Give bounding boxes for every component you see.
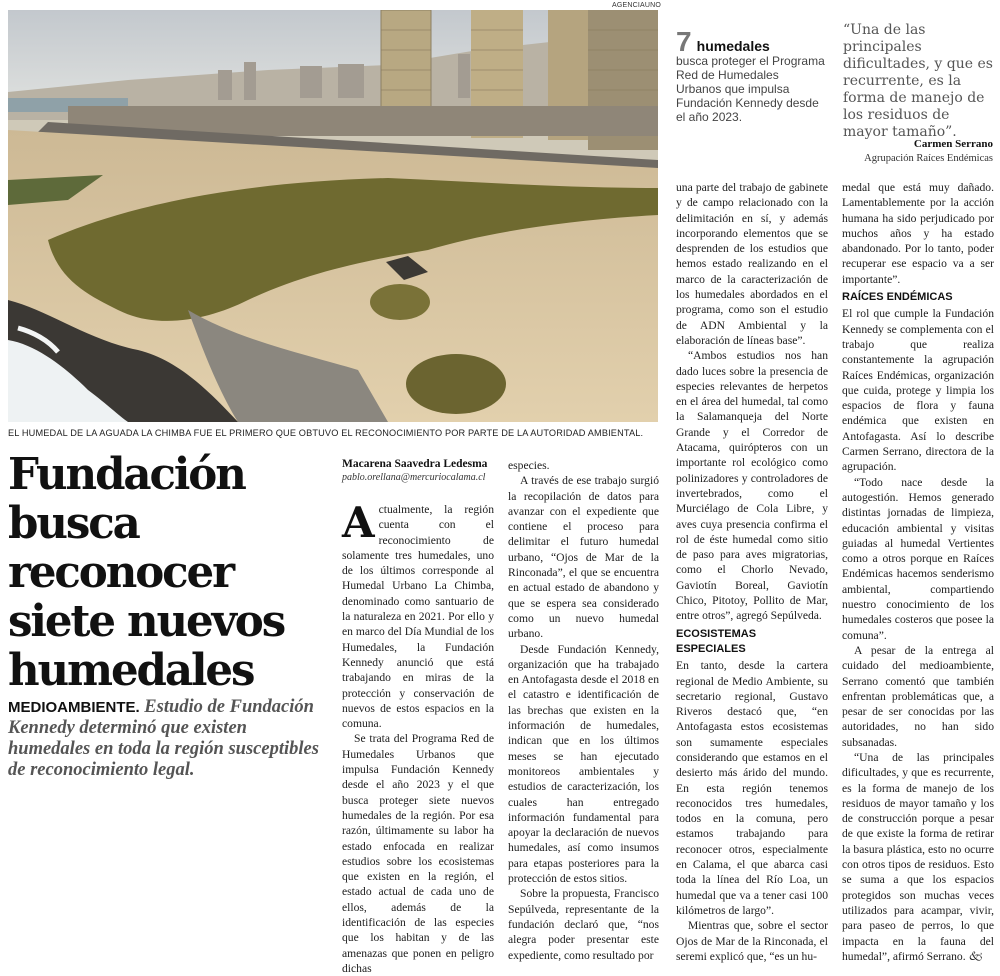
stat-number: 7 <box>676 26 692 57</box>
stat-text: busca proteger el Programa Red de Humedales Urbanos que impulsa Fundación Kennedy desde el año 2023. <box>676 54 825 124</box>
paragraph: A través de ese trabajo surgió la recopilación de datos para avanzar con el expediente que contiene el proceso para delimitar el futuro humedal urbano, “Ojos de Mar de la Rinconada”, el que se encuentra en actual estado de abandono y que se espera sea considerado como un nuevo humedal urbano. <box>508 474 659 641</box>
paragraph: El rol que cumple la Fundación Kennedy se complementa con el trabajo que realiza constantemente la agrupación Raíces Endémicas, organización que cuida, protege y limpia los espacios de flora y fauna endémica que existen en Antofagasta. Así lo describe Carmen Serrano, directora de la agrupación. <box>842 307 994 474</box>
paragraph: “Una de las principales dificultades, y que es recurrente, es la forma de manejo de los residuos de mayor tamaño y los de construcción porque a pesar de que existe la forma de retirar la basura plástica, esto no ocurre con otros tipos de residuos. Esto se suma a que los espacios protegidos son muchas veces utilizados para acampar, vivir, para paseo de perros, lo que impacta en la fauna del humedal”, afirmó Serrano. 🙵 <box>842 750 994 963</box>
quote-author: Carmen Serrano <box>913 138 993 150</box>
deck <box>8 697 326 781</box>
paragraph: Sobre la propuesta, Francisco Sepúlveda, representante de la fundación declaró que, “nos alegra poder presentar este expediente, como resultado por <box>508 887 659 962</box>
drop-cap: A <box>342 498 375 547</box>
section-heading-raices: RAÍCES ENDÉMICAS <box>842 291 953 304</box>
deck-kicker: MEDIOAMBIENTE. <box>8 699 140 716</box>
stat-label: humedales <box>696 38 770 54</box>
pull-quote: “Una de las principales dificultades, y que es recurrente, es la forma de manejo de los residuos de mayor tamaño”. <box>843 22 993 140</box>
deck-text: Estudio de Fundación Kennedy determinó que existen humedales en toda la región susceptibles de reconocimiento legal. <box>8 697 319 780</box>
byline <box>342 458 502 483</box>
paragraph: una parte del trabajo de gabinete y de campo relacionado con la delimitación en sí, y además incorporando elementos que se desprenden de los estudios que hemos estado realizando en el marco de la caracterización de los humedales abordados en el programa, como son el estudio de ADN Ambiental y la elaboración de líneas base”. <box>676 181 828 347</box>
article-photo <box>8 10 658 422</box>
coastal-wetland-image <box>8 10 658 422</box>
stat-box <box>676 26 826 124</box>
article-column-2 <box>508 458 659 963</box>
paragraph: Desde Fundación Kennedy, organización que ha trabajado en Antofagasta desde el 2018 en el catastro e identificación de las brechas que existen en la información de humedales, indican que en los últimos meses se han ejecutado monitoreos ambientales y estudios de caracterización, los cuales han entregado información fundamental para apoyar la declaración de nuevos humedales, así como insumos para etapas posteriores para la protección de estos sitios. <box>508 642 659 886</box>
paragraph: Se trata del Programa Red de Humedales Urbanos que impulsa Fundación Kennedy desde el año 2023 y el que busca proteger siete nuevos humedales de la región. Por esa razón, últimamente su labor ha estado enfocada en realizar estudios sobre los ecosistemas que existen en la región, el estado actual de cada uno de ellos, además de la identificación de las especies que los habitan y de las amenazas que ponen en peligro dichas <box>342 732 494 975</box>
article-column-3 <box>676 180 828 964</box>
byline-name: Macarena Saavedra Ledesma <box>342 458 488 470</box>
byline-email: pablo.orellana@mercuriocalama.cl <box>342 472 486 483</box>
article-column-1 <box>342 498 494 976</box>
paragraph: ctualmente, la región cuenta con el reconocimiento de solamente tres humedales, uno de los últimos corresponde al Humedal Urbano La Chimba, denominado como santuario de la naturaleza en 2021. Por ello y en marco del Día Mundial de los Humedales, la Fundación Kennedy anunció que está trabajando en miras de la protección y conservación de nuevos de estos espacios en la comuna. <box>342 503 494 731</box>
headline: Fundación busca reconocer siete nuevos humedales <box>8 449 285 696</box>
photo-caption: EL HUMEDAL DE LA AGUADA LA CHIMBA FUE EL PRIMERO QUE OBTUVO EL RECONOCIMIENTO POR PARTE DE LA AUTORIDAD AMBIENTAL. <box>8 428 644 438</box>
quote-organization: Agrupación Raíces Endémicas <box>864 153 993 164</box>
paragraph: A pesar de la entrega al cuidado del medioambiente, Serrano comentó que también enfrentan problemáticas que, a pesar de ser conocidas por las autoridades, no han sido subsanadas. <box>842 643 994 749</box>
paragraph: “Todo nace desde la autogestión. Hemos generado distintas jornadas de limpieza, educación ambiental y visitas guiadas al humedal Vertientes como a otros porque en Raíces Endémicas hacemos senderismo ambiental, compartiendo nuestro conocimiento de los humedales costeros que posee la comuna”. <box>842 475 994 642</box>
paragraph: Mientras que, sobre el sector Ojos de Mar de la Rinconada, el seremi explicó que, “es un hu- <box>676 919 828 963</box>
paragraph: “Ambos estudios nos han dado luces sobre la presencia de especies relevantes de herpetos en el área del humedal, tal como la Salamanqueja del Norte Grande y el Corredor de Atacama, quirópteros con un importante rol ecológico como polinizadores y controladores de invertebrados, como el Murciélago de Cola Libre, y aves cuya presencia confirma el rol de éste humedal como sitio de paso para aves migratorias, como el Chorlo Nevado, Gaviotín Boreal, Gaviotín Chico, Pitotoy, Pollito de Mar, entre otros”, agregó Sepúlveda. <box>676 349 828 623</box>
article-column-4 <box>842 180 994 964</box>
paragraph: especies. <box>508 459 550 472</box>
photo-credit: AGENCIAUNO <box>612 2 662 9</box>
paragraph: En tanto, desde la cartera regional de Medio Ambiente, su secretario regional, Gustavo Riveros destacó que, “en Antofagasta estos ecosistemas son sumamente especiales considerando que estamos en el desierto más árido del mundo. En esta región tenemos reconocidos tres humedales, todos en la comuna, pero estamos trabajando para reconocer otros, especialmente en Calama, el que abarca casi toda la línea del Río Loa, un humedal que va a tener casi 100 kilómetros de largo”. <box>676 659 828 917</box>
paragraph: medal que está muy dañado. Lamentablemente por la acción humana ha sido perjudicado por muchos años y ha estado abandonado. Por lo tanto, poder recuperar ese espacio va a ser importante”. <box>842 181 994 286</box>
section-heading-ecosistemas: ECOSISTEMAS ESPECIALES <box>676 627 757 655</box>
